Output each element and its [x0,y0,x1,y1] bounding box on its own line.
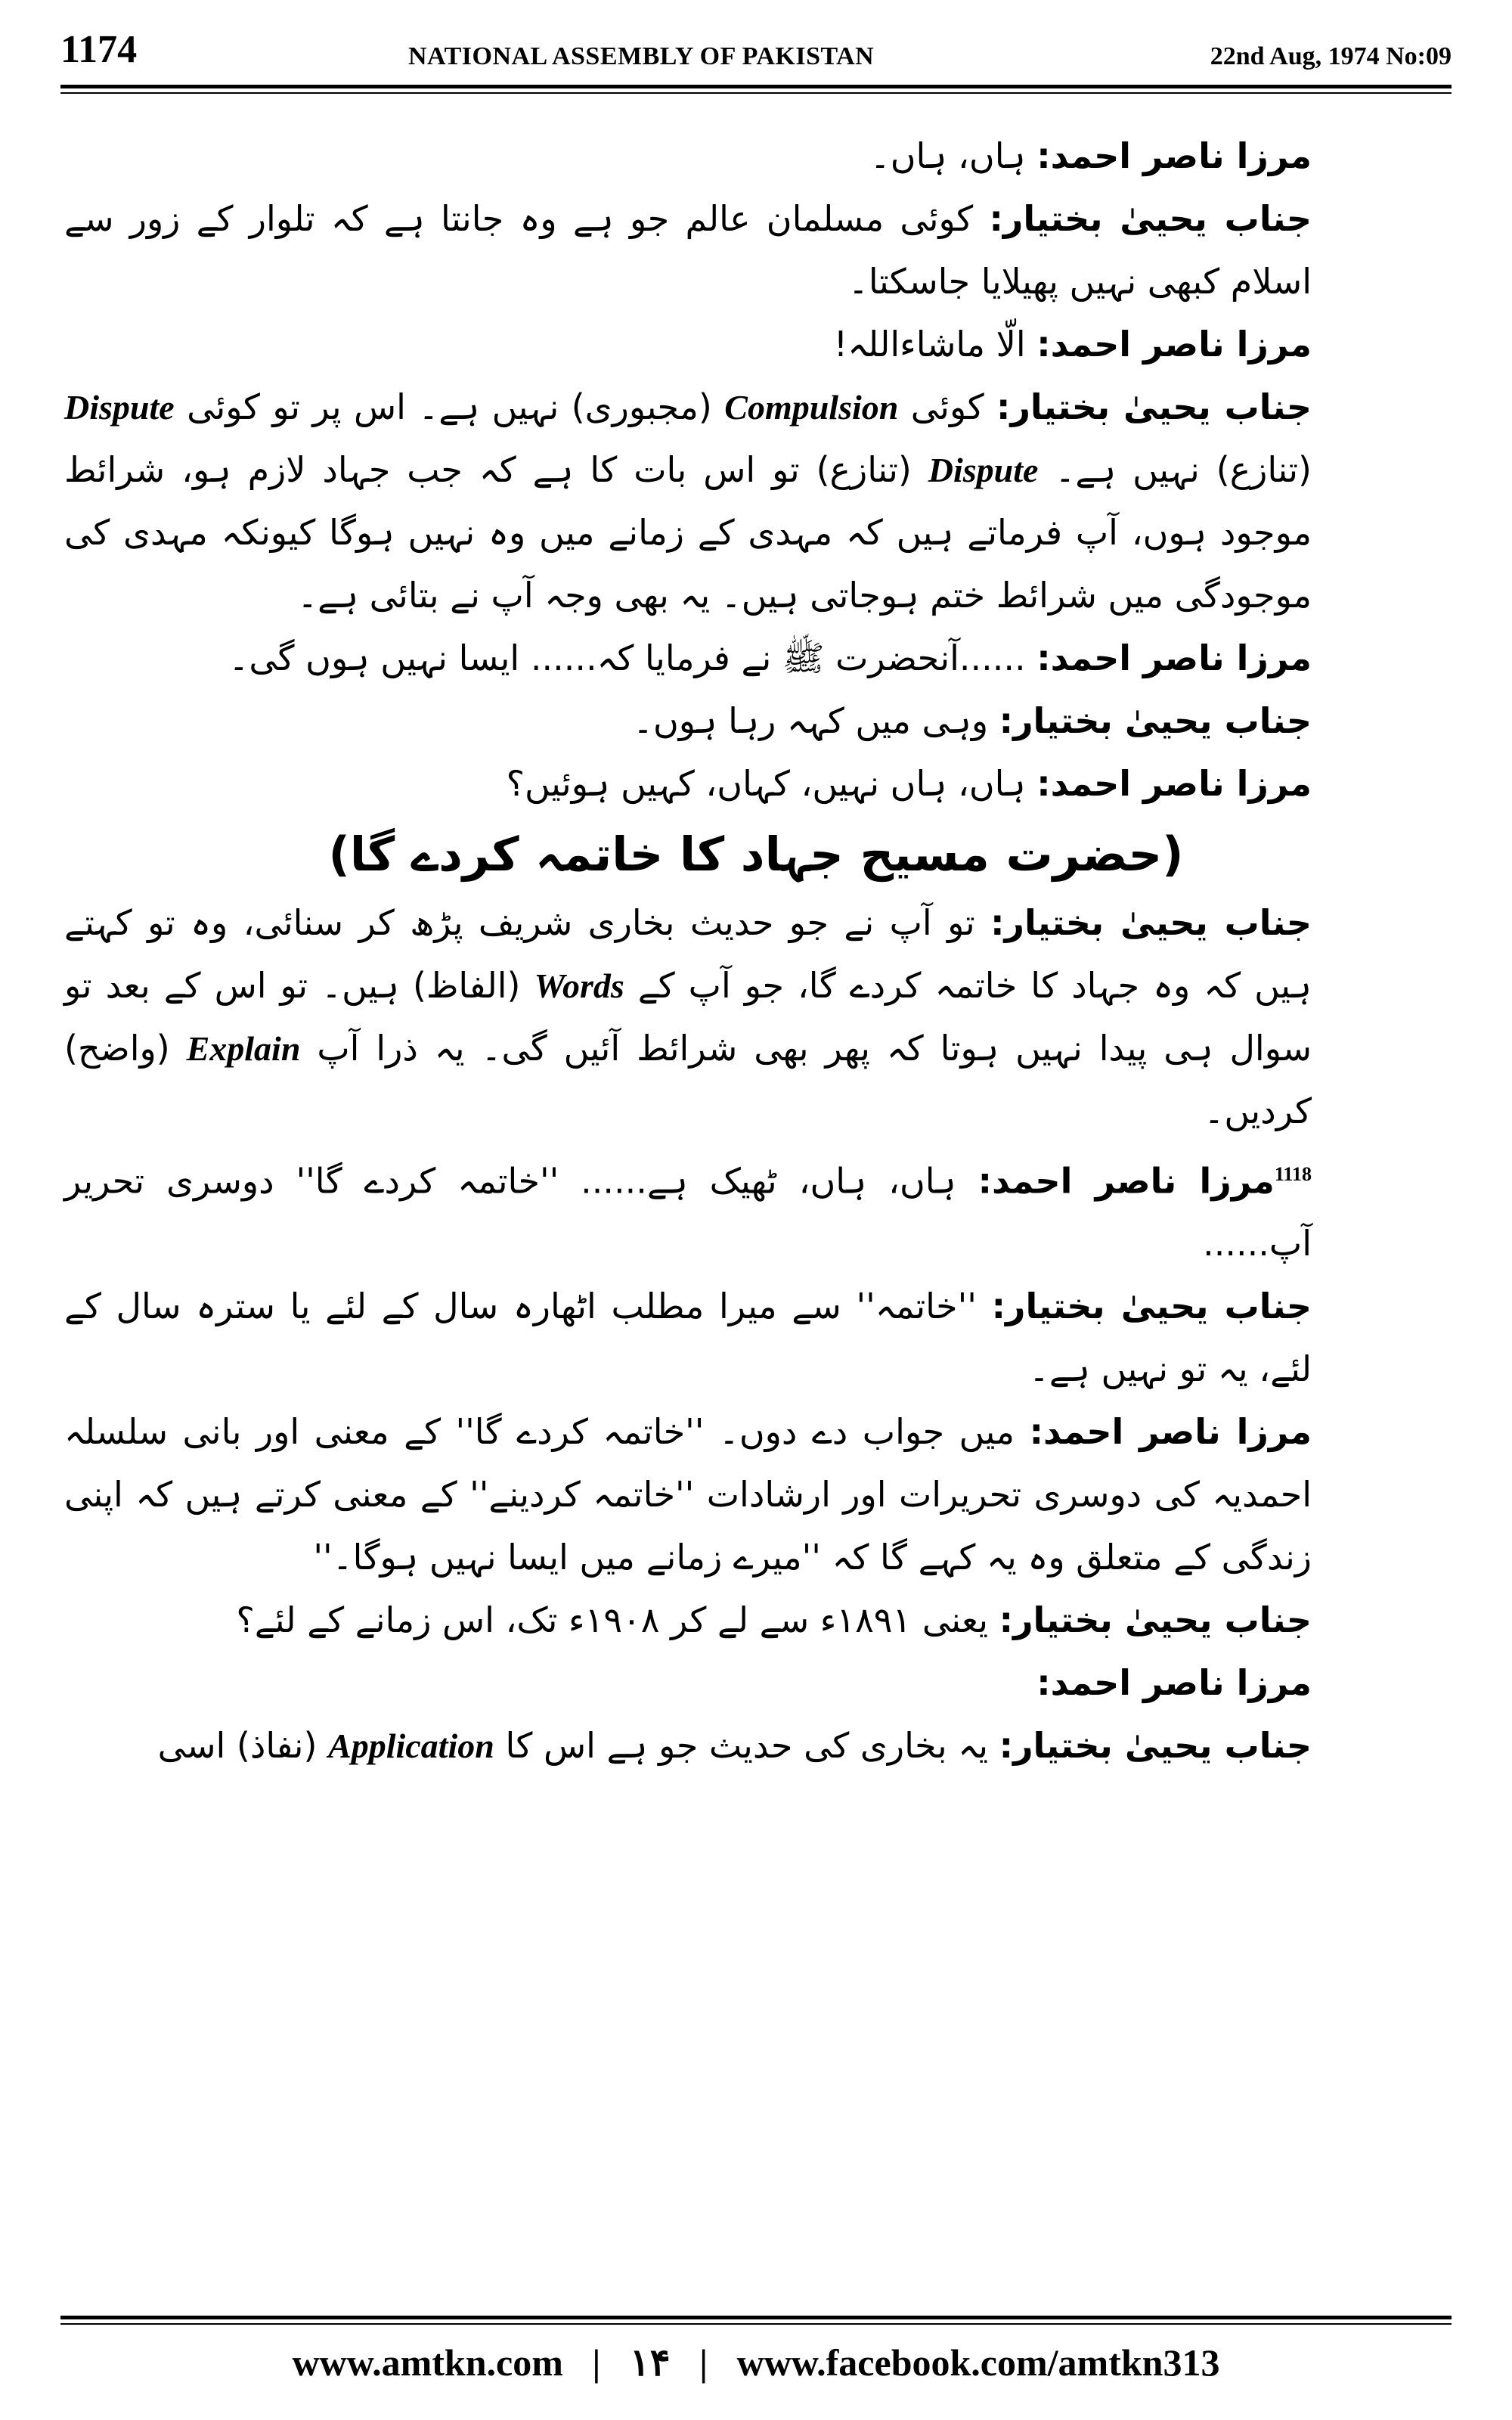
speaker-label: مرزا ناصر احمد: [978,1160,1275,1202]
dialogue-paragraph [64,1401,1448,1589]
dialogue-paragraph [64,1714,1448,1777]
footer-separator: | [699,2341,708,2384]
speech-text: وہی میں کہہ رہا ہوں۔ [633,700,989,741]
speech-text: ہاں، ہاں۔ [869,135,1026,176]
dialogue-paragraph [64,892,1448,1143]
speech-text: ہاں، ہاں، ٹھیک ہے...... ''خاتمہ کردے گا'' دوسری تحریر آپ...... [64,1160,1312,1264]
speaker-label: مرزا ناصر احمد: [1036,135,1312,176]
speech-text: ہاں، ہاں نہیں، کہاں، کہیں ہوئیں؟ [506,763,1026,804]
dialogue-paragraph [64,313,1448,376]
running-head: NATIONAL ASSEMBLY OF PAKISTAN [408,42,875,70]
dialogue-paragraph [64,376,1448,627]
speaker-label: جناب یحییٰ بختیار: [999,1599,1312,1641]
dialogue-paragraph [64,188,1448,313]
transcript-body [64,125,1448,2238]
speaker-label: مرزا ناصر احمد: [1036,324,1312,365]
speaker-label: جناب یحییٰ بختیار: [990,902,1312,943]
speaker-label: جناب یحییٰ بختیار: [996,386,1312,427]
speech-text: کوئی مسلمان عالم جو ہے وہ جانتا ہے کہ تلوار کے زور سے اسلام کبھی نہیں پھیلایا جاسکتا۔ [64,198,1312,302]
dialogue-paragraph [64,690,1448,752]
speech-text: یعنی ۱۸۹۱ء سے لے کر ۱۹۰۸ء تک، اس زمانے کے لئے؟ [236,1599,989,1641]
dialogue-paragraph [64,1652,1448,1714]
footer-rule-thick [60,2316,1452,2319]
dialogue-paragraph [64,1143,1448,1275]
dialogue-paragraph [64,125,1448,188]
footer-left-site: www.amtkn.com [292,2341,563,2384]
marginal-note-number: 1118 [1274,1163,1312,1185]
speaker-label: جناب یحییٰ بختیار: [999,700,1312,741]
footer-right-site: www.facebook.com/amtkn313 [736,2341,1220,2384]
page-header [60,23,1452,83]
dialogue-paragraph [64,627,1448,690]
speech-text: کوئی Compulsion (مجبوری) نہیں ہے۔ اس پر تو کوئی Dispute (تنازع) نہیں ہے۔ Dispute (تنازع) تو اس بات کا ہے کہ جب جہاد لازم ہو، شرائط موجود ہوں، آپ فرماتے ہیں کہ مہدی کے زمانے میں وہ نہیں ہوگا کیونکہ مہدی کی موجودگی میں شرائط ختم ہوجاتی ہیں۔ یہ بھی وجہ آپ نے بتائی ہے۔ [64,386,1312,616]
header-rule-thick [60,85,1452,88]
footer-separator: | [592,2341,601,2384]
section-heading: (حضرت مسیح جہاد کا خاتمہ کردے گا) [328,827,1184,882]
speech-text: تو آپ نے جو حدیث بخاری شریف پڑھ کر سنائی، وہ تو کہتے ہیں کہ وہ جہاد کا خاتمہ کردے گا، جو آپ کے Words (الفاظ) ہیں۔ تو اس کے بعد تو سوال ہی پیدا نہیں ہوتا کہ پھر بھی شرائط آئیں گی۔ یہ ذرا آپ Explain (واضح) کردیں۔ [64,902,1312,1131]
speaker-label: جناب یحییٰ بختیار: [991,1286,1312,1327]
speaker-label: جناب یحییٰ بختیار: [999,1725,1312,1767]
header-date: 22nd Aug, 1974 No:09 [1210,42,1452,70]
speech-text: میں جواب دے دوں۔ ''خاتمہ کردے گا'' کے معنی اور بانی سلسلہ احمدیہ کی دوسری تحریرات اور ارشادات ''خاتمہ کردینے'' کے معنی کرتے ہیں کہ اپنی زندگی کے متعلق وہ یہ کہے گا کہ ''میرے زمانے میں ایسا نہیں ہوگا۔'' [64,1411,1312,1578]
footer-rule-thin [60,2323,1452,2325]
footer-page-marker: ۱۴ [629,2341,671,2384]
page-number: 1174 [60,28,138,71]
speech-text: یہ بخاری کی حدیث جو ہے اس کا Application (نفاذ) اسی [157,1725,989,1767]
dialogue-paragraph [64,1275,1448,1401]
speaker-label: مرزا ناصر احمد: [1036,1662,1312,1704]
speaker-label: مرزا ناصر احمد: [1029,1411,1312,1453]
header-rule-thin [60,92,1452,94]
speaker-label: مرزا ناصر احمد: [1036,763,1312,804]
speech-text: الّا ماشاءاللہ! [833,324,1026,365]
speaker-label: مرزا ناصر احمد: [1036,638,1312,678]
speech-text: ''خاتمہ'' سے میرا مطلب اٹھارہ سال کے لئے یا سترہ سال کے لئے، یہ تو نہیں ہے۔ [64,1286,1312,1390]
speaker-label: جناب یحییٰ بختیار: [989,198,1312,239]
speech-text: ......آنحضرت ﷺ نے فرمایا کہ...... ایسا نہیں ہوں گی۔ [228,638,1026,678]
dialogue-paragraph [64,752,1448,815]
page-footer [60,2341,1452,2394]
dialogue-paragraph [64,1589,1448,1652]
